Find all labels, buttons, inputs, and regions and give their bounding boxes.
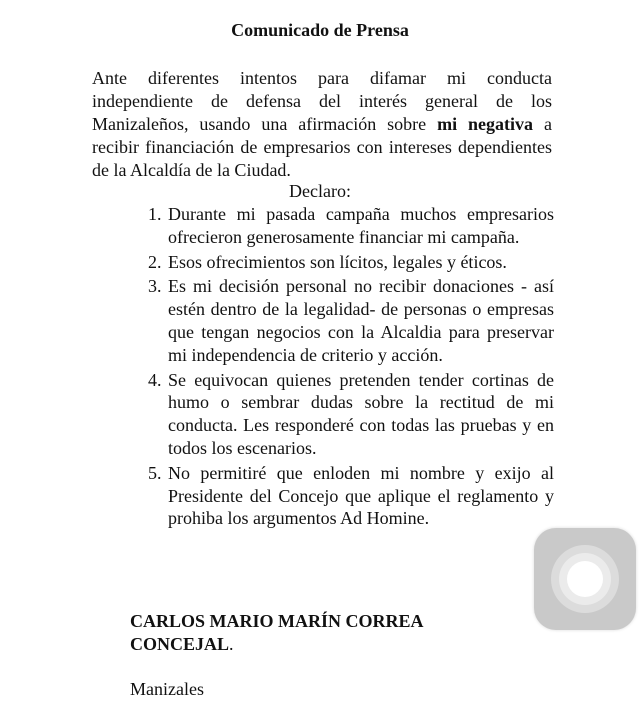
assistive-touch-icon-inner-ring [567, 561, 603, 597]
list-item-number: 3. [148, 276, 162, 297]
signature-name: CARLOS MARIO MARÍN CORREA [130, 611, 424, 631]
list-item [148, 369, 554, 460]
document-title: Comunicado de Prensa [231, 20, 409, 40]
list-item-number: 1. [148, 204, 162, 224]
intro-text-after: a recibir financiación de empresarios con intereses dependientes de la Alcaldía de la Ciudad. [92, 114, 552, 180]
declaration-list [148, 203, 554, 532]
list-item [148, 462, 554, 530]
assistive-touch-icon [551, 545, 619, 613]
signature-role-line [130, 633, 550, 656]
signature-block [130, 610, 550, 656]
intro-bold-text: mi negativa [437, 114, 534, 134]
list-item-number: 5. [148, 462, 162, 483]
list-item-text: Esos ofrecimientos son lícitos, legales y éticos. [168, 251, 507, 272]
list-item [148, 275, 554, 366]
list-item-number: 2. [148, 251, 162, 272]
city-name: Manizales [130, 679, 204, 699]
assistive-touch-button[interactable] [534, 528, 636, 630]
declaro-heading: Declaro: [289, 181, 351, 201]
signature-role: CONCEJAL [130, 634, 230, 654]
list-item-text: Durante mi pasada campaña muchos empresarios ofrecieron generosamente financiar mi campaña. [168, 204, 554, 247]
list-item-text: No permitiré que enloden mi nombre y exijo al Presidente del Concejo que aplique el reglamento y prohiba los argumentos Ad Homine. [168, 462, 554, 529]
intro-paragraph [92, 67, 552, 182]
intro-text-before: Ante diferentes intentos para difamar mi conducta independiente de defensa del interés general de los Manizaleños, usando una afirmación sobre [92, 68, 552, 134]
list-item-text: Es mi decisión personal no recibir donaciones - así estén dentro de la legalidad- de personas o empresas que tengan negocios con la Alcaldia para preservar mi independencia de criterio y acción. [168, 276, 554, 365]
signature-period: . [229, 634, 234, 654]
list-item-number: 4. [148, 369, 162, 390]
list-item [148, 203, 554, 249]
list-item [148, 251, 554, 274]
list-item-text: Se equivocan quienes pretenden tender cortinas de humo o sembrar dudas sobre la rectitud de mi conducta. Les responderé con todas las pruebas y en todos los escenarios. [168, 369, 554, 458]
assistive-touch-icon-middle-ring [559, 553, 611, 605]
